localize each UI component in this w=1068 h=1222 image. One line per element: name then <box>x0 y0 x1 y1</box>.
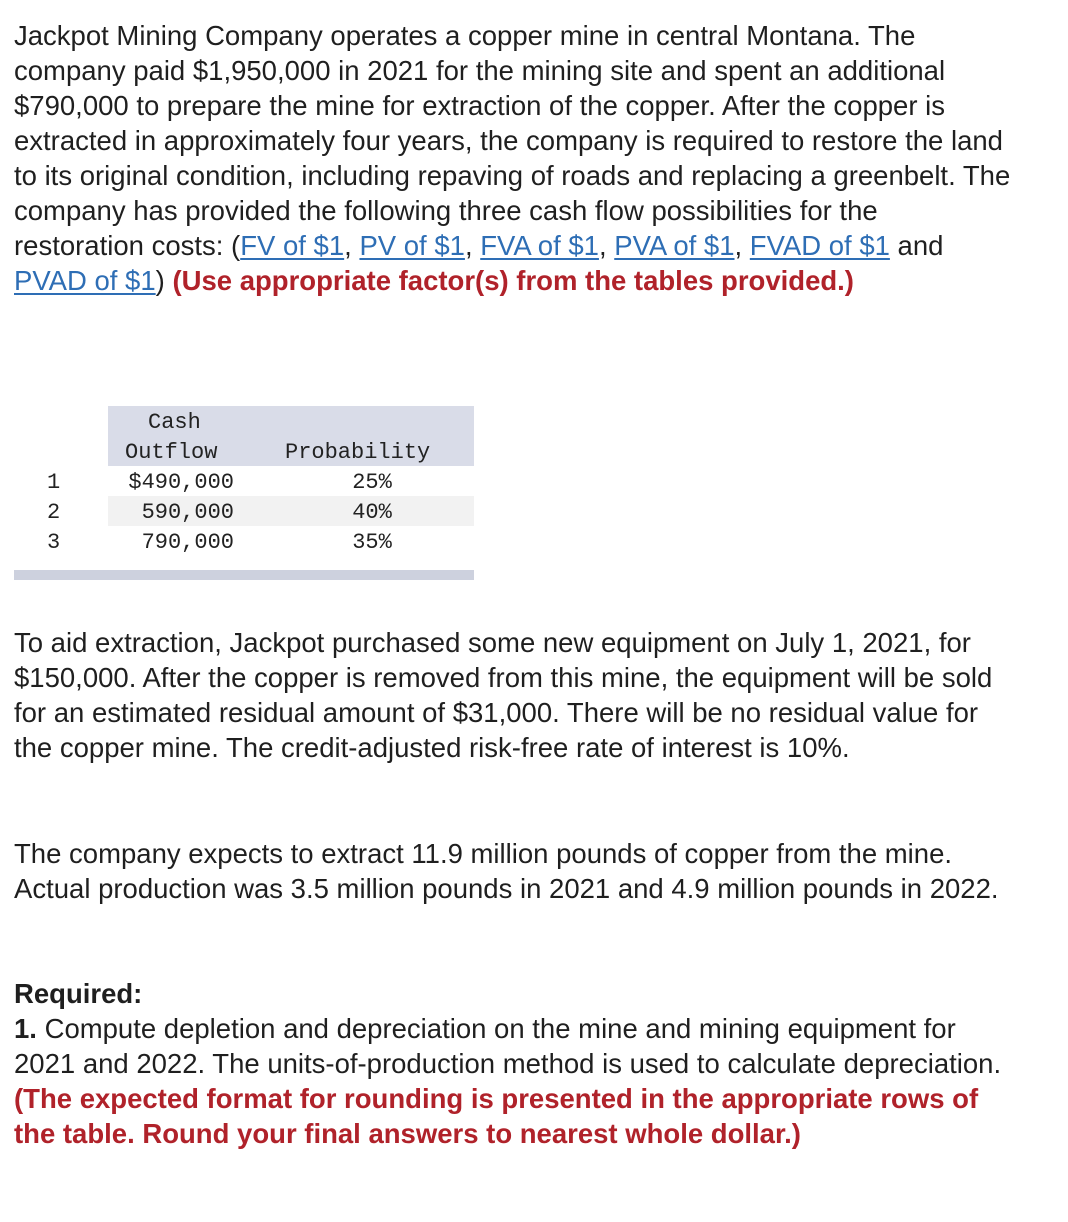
intro-paragraph <box>14 18 1014 298</box>
production-paragraph: The company expects to extract 11.9 million pounds of copper from the mine. Actual production was 3.5 million pounds in 2021 and 4.9 million pounds in 2022. <box>14 838 999 904</box>
intro-text: Jackpot Mining Company operates a copper mine in central Montana. The company paid $1,950,000 in 2021 for the mining site and spent an additional $790,000 to prepare the mine for extraction of the copper. After the copper is extracted in approximately four years, the company is required to restore the land to its original condition, including repaving of roads and replacing a greenbelt. The company has provided the following three cash flow possibilities for the restoration costs: ( <box>14 20 1011 261</box>
table-footer-bar <box>14 570 474 580</box>
fva-of-1-link[interactable]: FVA of $1 <box>480 230 599 261</box>
link-separator: , <box>598 230 615 261</box>
header-probability: Probability <box>285 440 431 465</box>
link-close-paren: ) <box>155 265 165 296</box>
fvad-of-1-link[interactable]: FVAD of $1 <box>749 230 890 261</box>
item-text: Compute depletion and depreciation on the mine and mining equipment for 2021 and 2022. The units-of-production method is used to calculate depreciation. <box>14 1013 1002 1079</box>
factor-instruction: (Use appropriate factor(s) from the tables provided.) <box>164 265 854 296</box>
link-separator: , <box>464 230 481 261</box>
row-number: 2 <box>47 500 61 525</box>
required-section <box>14 976 1014 1151</box>
fv-of-1-link[interactable]: FV of $1 <box>240 230 345 261</box>
equipment-paragraph: To aid extraction, Jackpot purchased some new equipment on July 1, 2021, for $150,000. After the copper is removed from this mine, the equipment will be sold for an estimated residual amount of $31,000. There will be no residual value for the copper mine. The credit-adjusted risk-free rate of interest is 10%. <box>14 627 993 763</box>
header-outflow: Outflow <box>125 440 218 465</box>
required-heading: Required: <box>14 978 143 1009</box>
cash-outflow-value: 590,000 <box>141 500 234 525</box>
pvad-of-1-link[interactable]: PVAD of $1 <box>14 265 156 296</box>
row-number: 3 <box>47 530 61 555</box>
required-item-1 <box>14 1011 1014 1151</box>
probability-value: 40% <box>352 500 392 525</box>
pva-of-1-link[interactable]: PVA of $1 <box>614 230 735 261</box>
probability-value: 25% <box>352 470 392 495</box>
header-cash: Cash <box>148 410 201 435</box>
probability-value: 35% <box>352 530 392 555</box>
row-number: 1 <box>47 470 61 495</box>
cash-outflow-value: 790,000 <box>141 530 234 555</box>
link-separator: and <box>889 230 944 261</box>
item-number: 1. <box>14 1013 37 1044</box>
cash-outflow-value: $490,000 <box>128 470 234 495</box>
pv-of-1-link[interactable]: PV of $1 <box>359 230 465 261</box>
link-separator: , <box>734 230 750 261</box>
cash-flow-table <box>14 406 474 580</box>
link-separator: , <box>344 230 360 261</box>
rounding-note: (The expected format for rounding is presented in the appropriate rows of the table. Round your final answers to nearest whole dollar.) <box>14 1083 979 1149</box>
